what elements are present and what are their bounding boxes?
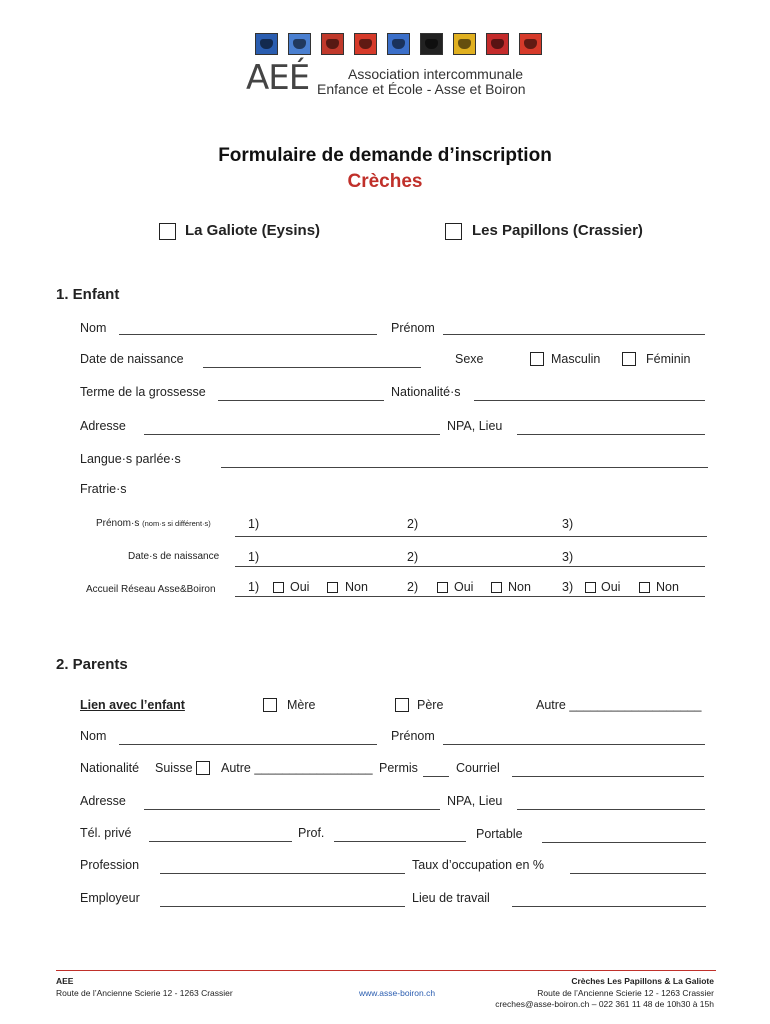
parent-adresse-label: Adresse (80, 794, 126, 808)
enfant-adresse-field[interactable] (144, 434, 440, 435)
parent-nationalite-label: Nationalité (80, 761, 140, 775)
enfant-npa-label: NPA, Lieu (447, 419, 503, 433)
logo-mark: AEÉ (246, 58, 310, 98)
crest-icon (519, 33, 542, 55)
accueil-2-non-label: Non (508, 580, 531, 594)
parent-npa-field[interactable] (517, 809, 705, 810)
enfant-npa-field[interactable] (517, 434, 705, 435)
accueil-3-oui-label: Oui (601, 580, 621, 594)
crest-icon (354, 33, 377, 55)
mere-label: Mère (287, 698, 316, 712)
masculin-label: Masculin (551, 352, 601, 366)
footer-address: Route de l’Ancienne Scierie 12 - 1263 Crassier (56, 988, 233, 998)
taux-field[interactable] (570, 873, 706, 874)
permis-label: Permis (379, 761, 418, 775)
papillons-checkbox[interactable] (445, 223, 462, 240)
tel-label: Tél. privé (80, 826, 132, 840)
enfant-nom-label: Nom (80, 321, 107, 335)
footer-divider (56, 970, 716, 971)
accueil-1-non-checkbox[interactable] (327, 582, 338, 593)
crest-icon (321, 33, 344, 55)
accueil-3: 3) (562, 580, 574, 594)
langues-label: Langue·s parlée·s (80, 452, 181, 466)
nationalites-label: Nationalité·s (391, 385, 461, 399)
lieu-travail-label: Lieu de travail (412, 891, 490, 905)
prof-label: Prof. (298, 826, 325, 840)
section-parents-heading: 2. Parents (56, 656, 128, 673)
crest-icon (486, 33, 509, 55)
section-enfant-heading: 1. Enfant (56, 286, 120, 303)
parent-adresse-field[interactable] (144, 809, 440, 810)
footer-creches-contact: creches@asse-boiron.ch – 022 361 11 48 de 10h30 à 15h (495, 999, 714, 1009)
fratrie-date-3: 3) (562, 550, 574, 564)
form-title: Formulaire de demande d’inscription (218, 145, 552, 166)
parent-prenom-label: Prénom (391, 729, 435, 743)
parent-npa-label: NPA, Lieu (447, 794, 503, 808)
fratrie-prenom-1: 1) (248, 517, 260, 531)
enfant-prenom-label: Prénom (391, 321, 435, 335)
profession-field[interactable] (160, 873, 405, 874)
enfant-date-field[interactable] (203, 367, 421, 368)
footer-creches-address: Route de l’Ancienne Scierie 12 - 1263 Crassier (537, 988, 714, 998)
crest-icon (255, 33, 278, 55)
fratrie-dates-label: Date·s de naissance (128, 551, 220, 562)
accueil-3-oui-checkbox[interactable] (585, 582, 596, 593)
tel-field[interactable] (149, 841, 292, 842)
fratrie-prenoms-field[interactable] (235, 536, 707, 537)
crest-icon (387, 33, 410, 55)
masculin-checkbox[interactable] (530, 352, 544, 366)
mere-checkbox[interactable] (263, 698, 277, 712)
accueil-3-non-label: Non (656, 580, 679, 594)
enfant-date-label: Date de naissance (80, 352, 184, 366)
galiote-label: La Galiote (Eysins) (185, 222, 321, 239)
feminin-checkbox[interactable] (622, 352, 636, 366)
enfant-nom-field[interactable] (119, 334, 377, 335)
taux-label: Taux d’occupation en % (412, 858, 545, 872)
lieu-travail-field[interactable] (512, 906, 706, 907)
galiote-checkbox[interactable] (159, 223, 176, 240)
crest-icon (288, 33, 311, 55)
accueil-1-non-label: Non (345, 580, 368, 594)
permis-field[interactable] (423, 776, 449, 777)
parent-nom-label: Nom (80, 729, 107, 743)
autre-nationalite-field[interactable]: Autre _________________ (221, 761, 373, 775)
lien-label: Lien avec l’enfant (80, 698, 185, 712)
prof-field[interactable] (334, 841, 466, 842)
accueil-2-non-checkbox[interactable] (491, 582, 502, 593)
prenoms-label-text: Prénom·s (96, 518, 140, 529)
pere-label: Père (417, 698, 444, 712)
portable-field[interactable] (542, 842, 706, 843)
fratrie-prenom-3: 3) (562, 517, 574, 531)
crest-icon (453, 33, 476, 55)
accueil-2-oui-checkbox[interactable] (437, 582, 448, 593)
autre-lien-field[interactable]: Autre ___________________ (536, 698, 702, 712)
fratrie-date-2: 2) (407, 550, 419, 564)
form-subtitle: Crèches (347, 171, 423, 192)
enfant-adresse-label: Adresse (80, 419, 126, 433)
employeur-label: Employeur (80, 891, 140, 905)
footer-creches-title: Crèches Les Papillons & La Galiote (571, 976, 714, 986)
nationalites-field[interactable] (474, 400, 705, 401)
footer-website-link[interactable]: www.asse-boiron.ch (359, 988, 436, 998)
fratrie-date-1: 1) (248, 550, 260, 564)
accueil-1-oui-checkbox[interactable] (273, 582, 284, 593)
accueil-label: Accueil Réseau Asse&Boiron (86, 584, 216, 595)
profession-label: Profession (80, 858, 140, 872)
suisse-checkbox[interactable] (196, 761, 210, 775)
portable-label: Portable (476, 827, 523, 841)
accueil-2: 2) (407, 580, 419, 594)
accueil-3-non-checkbox[interactable] (639, 582, 650, 593)
papillons-label: Les Papillons (Crassier) (472, 222, 643, 239)
terme-field[interactable] (218, 400, 384, 401)
footer-org: AEE (56, 976, 74, 986)
fratrie-dates-field[interactable] (235, 566, 705, 567)
pere-checkbox[interactable] (395, 698, 409, 712)
sexe-label: Sexe (455, 352, 484, 366)
crest-icon (420, 33, 443, 55)
employeur-field[interactable] (160, 906, 405, 907)
enfant-prenom-field[interactable] (443, 334, 705, 335)
accueil-1: 1) (248, 580, 260, 594)
prenoms-note: (nom·s si différent·s) (142, 519, 211, 528)
fratries-label: Fratrie·s (80, 482, 127, 496)
accueil-2-oui-label: Oui (454, 580, 474, 594)
accueil-1-oui-label: Oui (290, 580, 310, 594)
parent-prenom-field[interactable] (443, 744, 705, 745)
fratrie-prenom-2: 2) (407, 517, 419, 531)
terme-label: Terme de la grossesse (80, 385, 206, 399)
parent-nom-field[interactable] (119, 744, 377, 745)
org-name-line2: Enfance et École - Asse et Boiron (317, 81, 526, 97)
courriel-label: Courriel (456, 761, 500, 775)
courriel-field[interactable] (512, 776, 704, 777)
org-name-line1: Association intercommunale (348, 66, 524, 82)
fratrie-prenoms-label (96, 518, 211, 529)
langues-field[interactable] (221, 467, 708, 468)
feminin-label: Féminin (646, 352, 691, 366)
suisse-label: Suisse (155, 761, 193, 775)
accueil-line (235, 596, 705, 597)
